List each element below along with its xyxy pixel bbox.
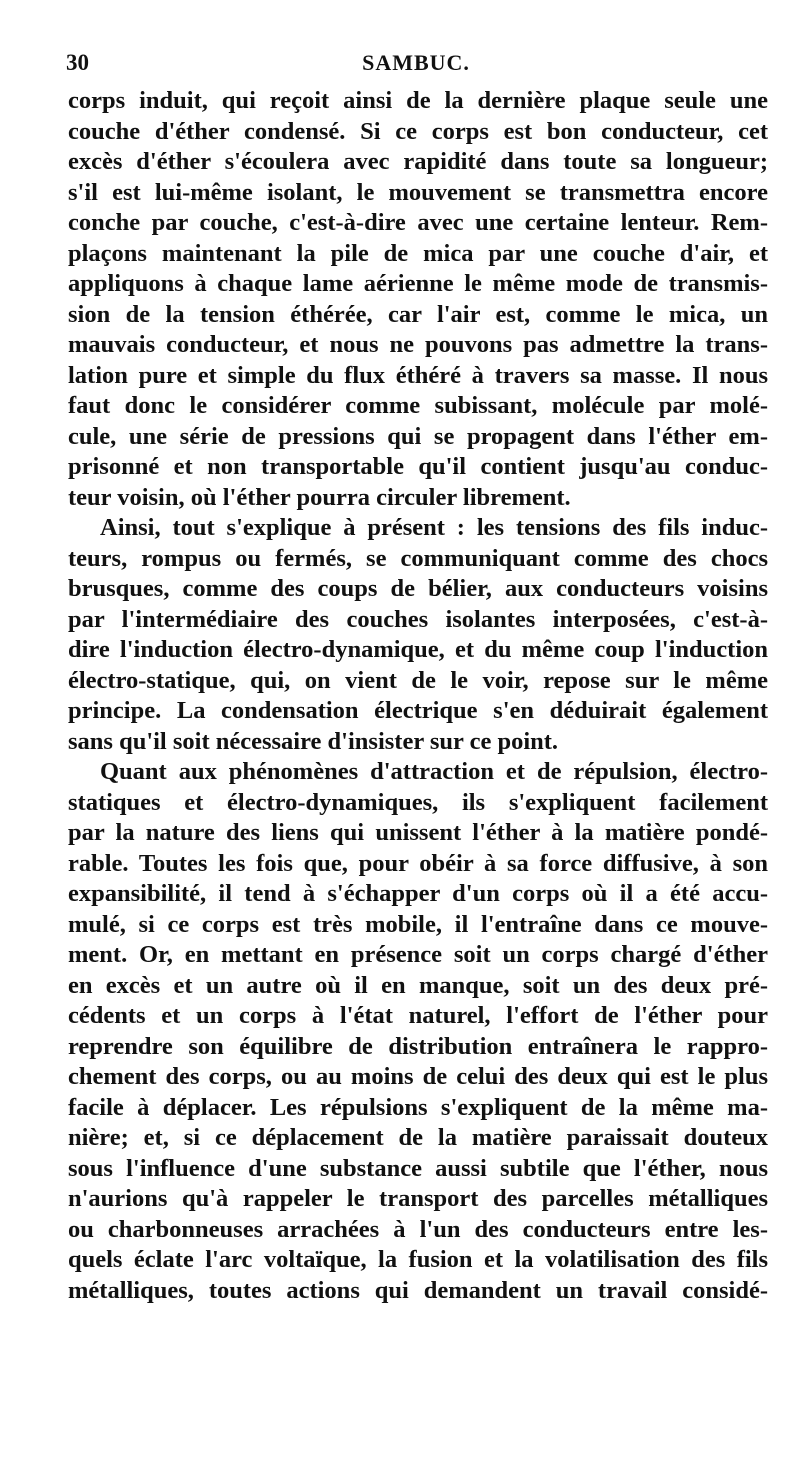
- running-title: SAMBUC.: [362, 50, 470, 75]
- text-line: mauvais conducteur, et nous ne pouvons pas admettre la trans-: [68, 331, 768, 358]
- text-line: appliquons à chaque lame aérienne le même mode de transmis-: [68, 270, 768, 297]
- text-line: cédents et un corps à l'état naturel, l'effort de l'éther pour: [68, 1002, 768, 1029]
- page-number: 30: [66, 50, 89, 75]
- paragraph-end-line: sans qu'il soit nécessaire d'insister sur ce point.: [68, 727, 559, 755]
- text-line: en excès et un autre où il en manque, soit un des deux pré-: [68, 971, 768, 999]
- text-line: cule, une série de pressions qui se propagent dans l'éther em-: [68, 422, 768, 450]
- text-line: métalliques, toutes actions qui demandent un travail considé-: [68, 1276, 768, 1304]
- text-line: par la nature des liens qui unissent l'éther à la matière pondé-: [68, 819, 768, 846]
- text-line: ou charbonneuses arrachées à l'un des conducteurs entre les-: [68, 1215, 768, 1243]
- text-line: expansibilité, il tend à s'échapper d'un corps où il a été accu-: [68, 880, 768, 907]
- paragraph-start-line: Ainsi, tout s'explique à présent : les tensions des fils induc-: [100, 514, 768, 541]
- text-line: brusques, comme des coups de bélier, aux conducteurs voisins: [68, 575, 768, 602]
- text-line: chement des corps, ou au moins de celui des deux qui est le plus: [68, 1063, 768, 1090]
- text-line: s'il est lui-même isolant, le mouvement se transmettra encore: [68, 178, 768, 206]
- text-line: nière; et, si ce déplacement de la matière paraissait douteux: [68, 1124, 768, 1151]
- text-line: électro-statique, qui, on vient de le voir, repose sur le même: [68, 666, 768, 694]
- page-header: [66, 50, 766, 80]
- text-line: quels éclate l'arc voltaïque, la fusion et la volatilisation des fils: [68, 1246, 768, 1273]
- text-line: faut donc le considérer comme subissant, molécule par molé-: [68, 392, 768, 419]
- text-line: corps induit, qui reçoit ainsi de la dernière plaque seule une: [68, 87, 768, 114]
- text-line: prisonné et non transportable qu'il contient jusqu'au conduc-: [68, 453, 768, 480]
- text-line: sion de la tension éthérée, car l'air est, comme le mica, un: [68, 300, 768, 328]
- text-line: plaçons maintenant la pile de mica par une couche d'air, et: [68, 239, 768, 267]
- text-line: excès d'éther s'écoulera avec rapidité dans toute sa longueur;: [68, 148, 768, 175]
- text-line: couche d'éther condensé. Si ce corps est bon conducteur, cet: [68, 117, 768, 145]
- text-line: facile à déplacer. Les répulsions s'expliquent de la même ma-: [68, 1093, 768, 1121]
- paragraph-start-line: Quant aux phénomènes d'attraction et de répulsion, électro-: [100, 758, 768, 785]
- text-line: teurs, rompus ou fermés, se communiquant comme des chocs: [68, 544, 768, 572]
- text-line: conche par couche, c'est-à-dire avec une certaine lenteur. Rem-: [68, 209, 768, 236]
- text-line: rable. Toutes les fois que, pour obéir à sa force diffusive, à son: [68, 849, 768, 877]
- text-line: reprendre son équilibre de distribution entraînera le rappro-: [68, 1032, 768, 1060]
- text-line: principe. La condensation électrique s'en déduirait également: [68, 697, 768, 724]
- body-text: [68, 86, 768, 1306]
- text-line: mulé, si ce corps est très mobile, il l'entraîne dans ce mouve-: [68, 910, 768, 938]
- paragraph-end-line: teur voisin, où l'éther pourra circuler librement.: [68, 483, 571, 511]
- text-line: dire l'induction électro-dynamique, et du même coup l'induction: [68, 636, 768, 663]
- text-line: par l'intermédiaire des couches isolantes interposées, c'est-à-: [68, 605, 768, 633]
- text-line: statiques et électro-dynamiques, ils s'expliquent facilement: [68, 788, 768, 816]
- text-line: sous l'influence d'une substance aussi subtile que l'éther, nous: [68, 1154, 768, 1182]
- text-line: n'aurions qu'à rappeler le transport des parcelles métalliques: [68, 1185, 768, 1212]
- text-line: lation pure et simple du flux éthéré à travers sa masse. Il nous: [68, 361, 768, 389]
- text-line: ment. Or, en mettant en présence soit un corps chargé d'éther: [68, 941, 768, 968]
